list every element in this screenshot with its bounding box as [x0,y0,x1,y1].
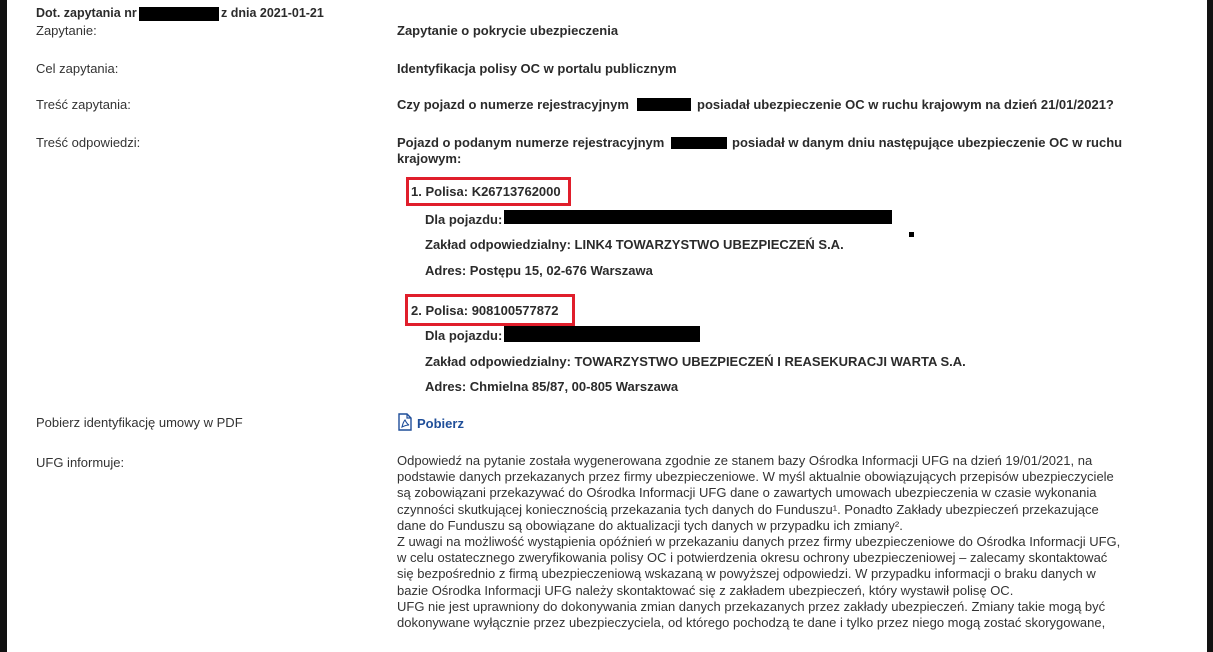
redaction-vehicle-2 [504,326,700,342]
ufg-label: UFG informuje: [36,455,125,470]
policy-2-vehicle-label: Dla pojazdu: [425,328,503,343]
pdf-download-link[interactable] [397,413,464,434]
row-label-purpose: Cel zapytania: [36,61,119,76]
document-page [7,0,1207,652]
row-label-question: Treść zapytania: [36,97,131,112]
redaction-mark [909,232,914,237]
policy-1-insurer: Zakład odpowiedzialny: LINK4 TOWARZYSTWO UBEZPIECZEŃ S.A. [425,237,844,252]
row-label-query: Zapytanie: [36,23,97,38]
ufg-line: UFG nie jest uprawniony do dokonywania zmian danych przekazanych przez zakłady ubezpieczeń. Zmiany takie mogą być [397,598,1106,614]
redaction-plate-question [637,98,691,111]
row-value-purpose: Identyfikacja polisy OC w portalu publicznym [397,61,677,76]
row-value-answer-line2: krajowym: [397,151,462,166]
ufg-line: dokonywane wyłącznie przez ubezpieczyciela, od którego pochodzą te dane i tylko przez niego mogą zostać skorygowane, [397,615,1106,631]
pdf-row-label: Pobierz identyfikację umowy w PDF [36,415,243,430]
ufg-text [397,453,1157,631]
policy-2-insurer: Zakład odpowiedzialny: TOWARZYSTWO UBEZPIECZEŃ I REASEKURACJI WARTA S.A. [425,354,966,369]
ufg-line: bazie Ośrodka Informacji UFG należy skontaktować się z zakładem ubezpieczeń, który wystawił polisę OC. [397,582,1014,598]
policy-2-title: 2. Polisa: 908100577872 [411,303,559,318]
ufg-line: podstawie danych przekazanych przez firmy ubezpieczeniowe. W myśl aktualnie obowiązujących przepisów ubezpieczyciele [397,469,1114,485]
pdf-download-label: Pobierz [417,416,464,431]
ufg-line: są zobowiązani przekazywać do Ośrodka Informacji UFG dane o zawartych umowach ubezpieczenia w czasie wykonania [397,485,1097,501]
ufg-line: dane do Funduszu są obowiązane do aktualizacji tych danych w przypadku ich zmiany². [397,517,903,533]
ufg-line: Z uwagi na możliwość wystąpienia opóźnień w przekazaniu danych przez firmy ubezpieczeniowe do Ośrodka Informacji UFG, [397,534,1121,550]
row-value-question-start: Czy pojazd o numerze rejestracyjnym [397,97,629,112]
query-header [36,6,137,20]
ufg-line: się bezpośrednio z firmą ubezpieczeniową wskazaną w powyższej odpowiedzi. W przypadku informacji o braku danych w [397,566,1096,582]
ufg-line: w celu ostatecznego zweryfikowania polisy OC i potwierdzenia okresu ochrony ubezpieczeniowej – zalecamy skontaktować [397,550,1108,566]
pdf-icon [397,413,413,434]
policy-1-vehicle-label: Dla pojazdu: [425,212,503,227]
query-header-prefix: Dot. zapytania nr [36,6,137,20]
redaction-query-number [139,7,219,21]
policy-1-address: Adres: Postępu 15, 02-676 Warszawa [425,263,653,278]
ufg-line: czynności skutkującej koniecznością przekazania tych danych do Funduszu¹. Ponadto Zakłady ubezpieczeń przekazujące [397,501,1099,517]
ufg-line: Odpowiedź na pytanie została wygenerowana zgodnie ze stanem bazy Ośrodka Informacji UFG na dzień 19/01/2021, na [397,453,1093,468]
redaction-vehicle-1 [504,210,892,224]
query-header-date: z dnia 2021-01-21 [221,6,324,20]
policy-2-address: Adres: Chmielna 85/87, 00-805 Warszawa [425,379,679,394]
row-label-answer: Treść odpowiedzi: [36,135,141,150]
row-value-query: Zapytanie o pokrycie ubezpieczenia [397,23,619,38]
row-value-answer-end: posiadał w danym dniu następujące ubezpieczenie OC w ruchu [732,135,1123,150]
redaction-plate-answer [671,137,727,149]
row-value-answer-start: Pojazd o podanym numerze rejestracyjnym [397,135,665,150]
policy-1-title: 1. Polisa: K26713762000 [411,184,561,199]
row-value-question-end: posiadał ubezpieczenie OC w ruchu krajowym na dzień 21/01/2021? [697,97,1114,112]
